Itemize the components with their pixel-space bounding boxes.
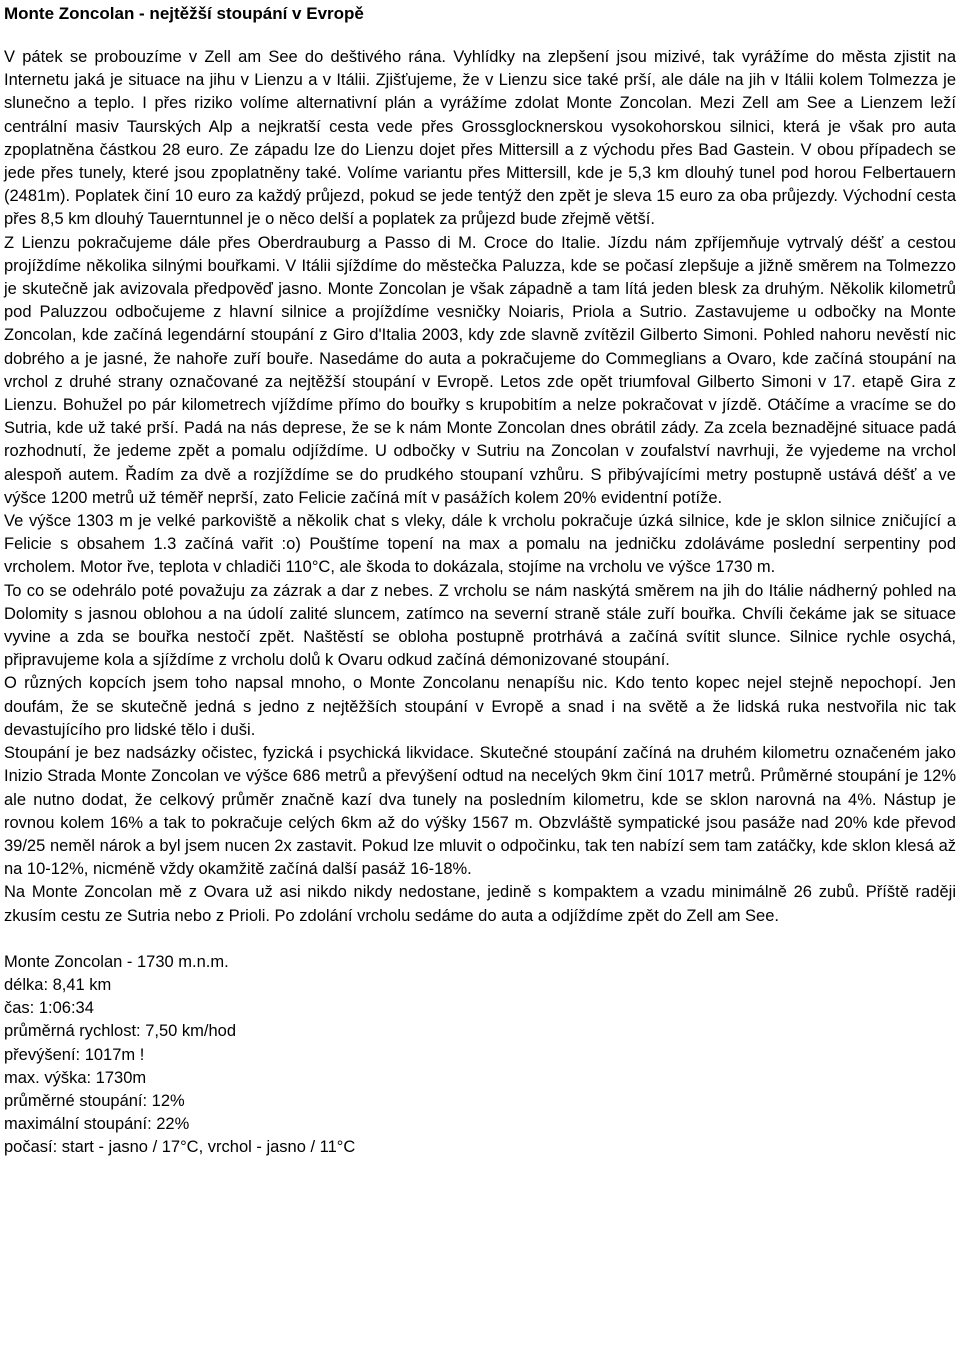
paragraph-journey: Z Lienzu pokračujeme dále přes Oberdrauburg a Passo di M. Croce do Italie. Jízdu nám zpříjemňuje vytrvalý déšť a cestou projíždíme několika silnými bouřkami. V Itálii sjíždíme do městečka Paluzza, kde se počasí zlepšuje a jižně směrem na Tolmezzo je skutečně jak avizovala předpověď jasno. Monte Zoncolan je však západně a tam lítá jeden blesk za druhým. Několik kilometrů pod Paluzzou odbočujeme z hlavní silnice a projíždíme vesničky Noiaris, Priola a Sutrio. Zastavujeme u odbočky na Monte Zoncolan, kde začíná legendární stoupání z Giro d'Italia 2003, kdy zde slavně zvítězil Gilberto Simoni. Pohled nahoru nevěstí nic dobrého a je jasné, že nahoře zuří bouře. Nasedáme do auta a pokračujeme do Commeglians a Ovaro, kde začíná stoupání na vrchol z druhé strany označované za nejtěžší stoupání v Evropě. Letos zde opět triumfoval Gilberto Simoni v 17. etapě Gira z Lienzu. Bohužel po pár kilometrech vjíždíme přímo do bouřky s krupobitím a nelze pokračovat v jízdě. Otáčíme a vracíme se do Sutria, kde už také prší. Padá na nás deprese, že se k nám Monte Zoncolan dnes obrátil zády. Za zcela beznadějné situace padá rozhodnutí, že jedeme zpět a pomalu odjíždíme. U odbočky v Sutriu na Zoncolan v zoufalství navrhuji, že vyjedeme na vrchol alespoň autem. Řadím za dvě a rozjíždíme se do prudkého stoupaní vzhůru. S přibývajícími metry postupně ustává déšť a ve výšce 1200 metrů už téměř neprší, zato Felicie začíná mít v pasážích kolem 20% evidentní potíže.	[4, 233, 956, 507]
page-title: Monte Zoncolan - nejtěžší stoupání v Evropě	[4, 4, 364, 23]
paragraph-intro: V pátek se probouzíme v Zell am See do deštivého rána. Vyhlídky na zlepšení jsou mizivé, tak vyrážíme do města zjistit na Internetu jaká je situace na jihu v Lienzu a v Itálii. Zjišťujeme, že v Lienzu sice také prší, ale dále na jih v Itálii kolem Tolmezza je slunečno a teplo. I přes riziko volíme alternativní plán a vyrážíme zdolat Monte Zoncolan. Mezi Zell am See a Lienzem leží centrální masiv Taurských Alp a nejkratší cesta vede přes Grossglocknerskou vysokohorskou silnici, která je však pro auta zpoplatněna částkou 28 euro. Ze západu lze do Lienzu dojet přes Mittersill a z východu přes Bad Gastein. V obou případech se jede přes tunely, které jsou zpoplatněny také. Volíme variantu přes Mittersill, kde je 5,3 km dlouhý tunel pod horou Felbertauern (2481m). Poplatek činí 10 euro za každý průjezd, pokud se jede tentýž den zpět je sleva 15 euro za oba průjezdy. Východní cesta přes 8,5 km dlouhý Tauerntunnel je o něco delší a poplatek za průjezd bude zřejmě větší.	[4, 48, 956, 229]
paragraph-climb-details: Stoupání je bez nadsázky očistec, fyzická i psychická likvidace. Skutečné stoupání začíná na druhém kilometru označeném jako Inizio Strada Monte Zoncolan ve výšce 686 metrů a převýšení odtud na necelých 9km činí 1017 metrů. Průměrné stoupání je 12% ale nutno dodat, že celkový průměr značně kazí dva tunely na posledním kilometru, kde se sklon narovná na 4%. Nástup je rovnou kolem 16% a tak to pokračuje celých 6km až do výšky 1567 m. Obzvláště sympatické jsou pasáže nad 20% kde převod 39/25 neměl nárok a byl jsem nucen 2x zastavit. Pokud lze mluvit o odpočinku, tak ten nabízí sem tam zatáčky, kde sklon klesá až na 10-12%, nicméně vždy okamžitě začíná další pasáž 16-18%.	[4, 744, 956, 879]
paragraph-miracle: To co se odehrálo poté považuju za zázrak a dar z nebes. Z vrcholu se nám naskýtá směrem na jih do Itálie nádherný pohled na Dolomity s jasnou oblohou a na údolí zalité sluncem, zatímco na severní straně stále zuří bouřka. Chvíli čekáme jak se situace vyvine a zda se bouřka nestočí zpět. Naštěstí se obloha postupně protrhává a začíná svítit slunce. Silnice rychle osychá, připravujeme kola a sjíždíme z vrcholu dolů k Ovaru odkud začíná démonizované stoupání.	[4, 581, 956, 670]
stat-max-altitude: max. výška: 1730m	[4, 1068, 147, 1087]
stat-avg-gradient: průměrné stoupání: 12%	[4, 1091, 185, 1110]
stat-elevation-gain: převýšení: 1017m !	[4, 1045, 145, 1064]
stats-list	[4, 951, 956, 1160]
stat-weather: počasí: start - jasno / 17°C, vrchol - jasno / 11°C	[4, 1138, 356, 1157]
paragraph-parking: Ve výšce 1303 m je velké parkoviště a několik chat s vleky, dále k vrcholu pokračuje úzká silnice, kde je sklon silnice zničující a Felicie s obsahem 1.3 začíná vařit :o) Pouštíme topení na max a pomalu na jedničku zdoláváme poslední serpentiny pod vrcholem. Motor řve, teplota v chladiči 110°C, ale škoda to dokázala, stojíme na vrcholu ve výšce 1730 m.	[4, 512, 956, 577]
stat-length: délka: 8,41 km	[4, 975, 112, 994]
stat-max-gradient: maximální stoupání: 22%	[4, 1115, 190, 1134]
stat-time: čas: 1:06:34	[4, 999, 94, 1018]
paragraph-conclusion: Na Monte Zoncolan mě z Ovara už asi nikdo nikdy nedostane, jedině s kompaktem a vzadu minimálně 26 zubů. Příště raději zkusím cestu ze Sutria nebo z Prioli. Po zdolání vrcholu sedáme do auta a odjíždíme zpět do Zell am See.	[4, 883, 956, 925]
document-page	[0, 3, 960, 1357]
spacer	[4, 928, 956, 951]
stat-avg-speed: průměrná rychlost: 7,50 km/hod	[4, 1022, 237, 1041]
stat-summit: Monte Zoncolan - 1730 m.n.m.	[4, 952, 229, 971]
paragraph-reflection: O různých kopcích jsem toho napsal mnoho, o Monte Zoncolanu nenapíšu nic. Kdo tento kopec nejel stejně nepochopí. Jen doufám, že se skutečně jedná s jedno z nejtěžších stoupání v Evropě a snad i na světě a že lidská ruka nestvořila nic tak devastujícího pro lidské tělo i duši.	[4, 674, 956, 739]
